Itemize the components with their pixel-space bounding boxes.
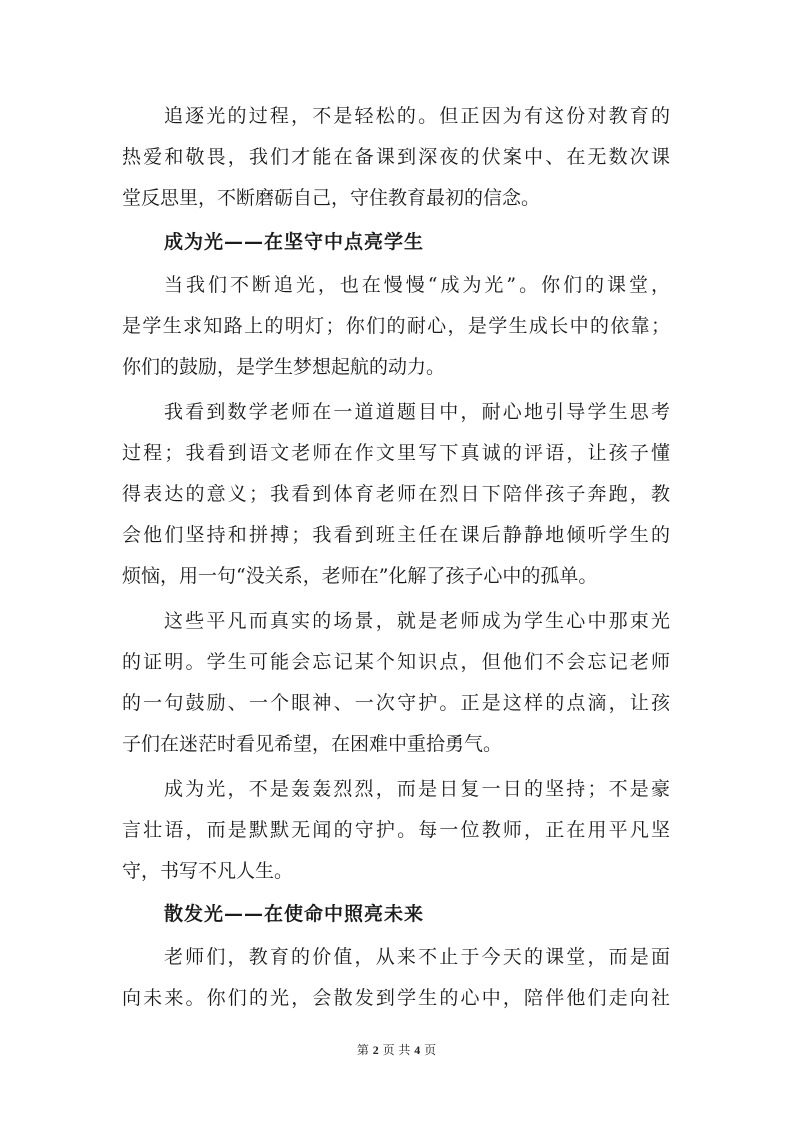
total-pages-number: 4 — [414, 1043, 421, 1057]
page-footer — [0, 1042, 793, 1058]
footer-prefix: 第 — [356, 1043, 369, 1057]
paragraph-line: 成为光，不是轰轰烈烈，而是日复一日的坚持；不是豪 — [164, 778, 670, 800]
paragraph-line: 追逐光的过程，不是轻松的。但正因为有这份对教育的 — [164, 105, 670, 127]
paragraph-line: 这些平凡而真实的场景，就是老师成为学生心中那束光 — [164, 610, 670, 632]
paragraph-line: 烦恼，用一句“没关系，老师在”化解了孩子心中的孤单。 — [122, 565, 598, 587]
paragraph-line: 向未来。你们的光，会散发到学生的心中，陪伴他们走向社 — [122, 987, 670, 1009]
paragraph-line: 热爱和敬畏，我们才能在备课到深夜的伏案中、在无数次课 — [122, 146, 670, 168]
paragraph-line: 言壮语，而是默默无闻的守护。每一位教师，正在用平凡坚 — [122, 819, 670, 841]
paragraph-line: 我看到数学老师在一道道题目中，耐心地引导学生思考 — [164, 401, 670, 423]
paragraph-line: 当我们不断追光，也在慢慢“成为光”。你们的课堂， — [164, 274, 670, 296]
paragraph-line: 老师们，教育的价值，从来不止于今天的课堂，而是面 — [164, 946, 670, 968]
paragraph-line: 过程；我看到语文老师在作文里写下真诚的评语，让孩子懂 — [122, 442, 670, 464]
paragraph-line: 是学生求知路上的明灯；你们的耐心，是学生成长中的依靠； — [122, 315, 670, 337]
current-page-number: 2 — [372, 1043, 379, 1057]
section-heading: 成为光——在坚守中点亮学生 — [164, 231, 425, 253]
footer-suffix: 页 — [424, 1043, 437, 1057]
paragraph-line: 子们在迷茫时看见希望，在困难中重拾勇气。 — [122, 733, 503, 755]
footer-middle: 页 共 — [382, 1043, 411, 1057]
paragraph-line: 会他们坚持和拼搏；我看到班主任在课后静静地倾听学生的 — [122, 524, 670, 546]
paragraph-line: 的证明。学生可能会忘记某个知识点，但他们不会忘记老师 — [122, 651, 670, 673]
paragraph-line: 得表达的意义；我看到体育老师在烈日下陪伴孩子奔跑，教 — [122, 483, 670, 505]
paragraph-line: 你们的鼓励，是学生梦想起航的动力。 — [122, 356, 446, 378]
paragraph-line: 堂反思里，不断磨砺自己，守住教育最初的信念。 — [122, 187, 541, 209]
section-heading: 散发光——在使命中照亮未来 — [164, 903, 425, 925]
paragraph-line: 守，书写不凡人生。 — [122, 860, 294, 882]
paragraph-line: 的一句鼓励、一个眼神、一次守护。正是这样的点滴，让孩 — [122, 692, 670, 714]
